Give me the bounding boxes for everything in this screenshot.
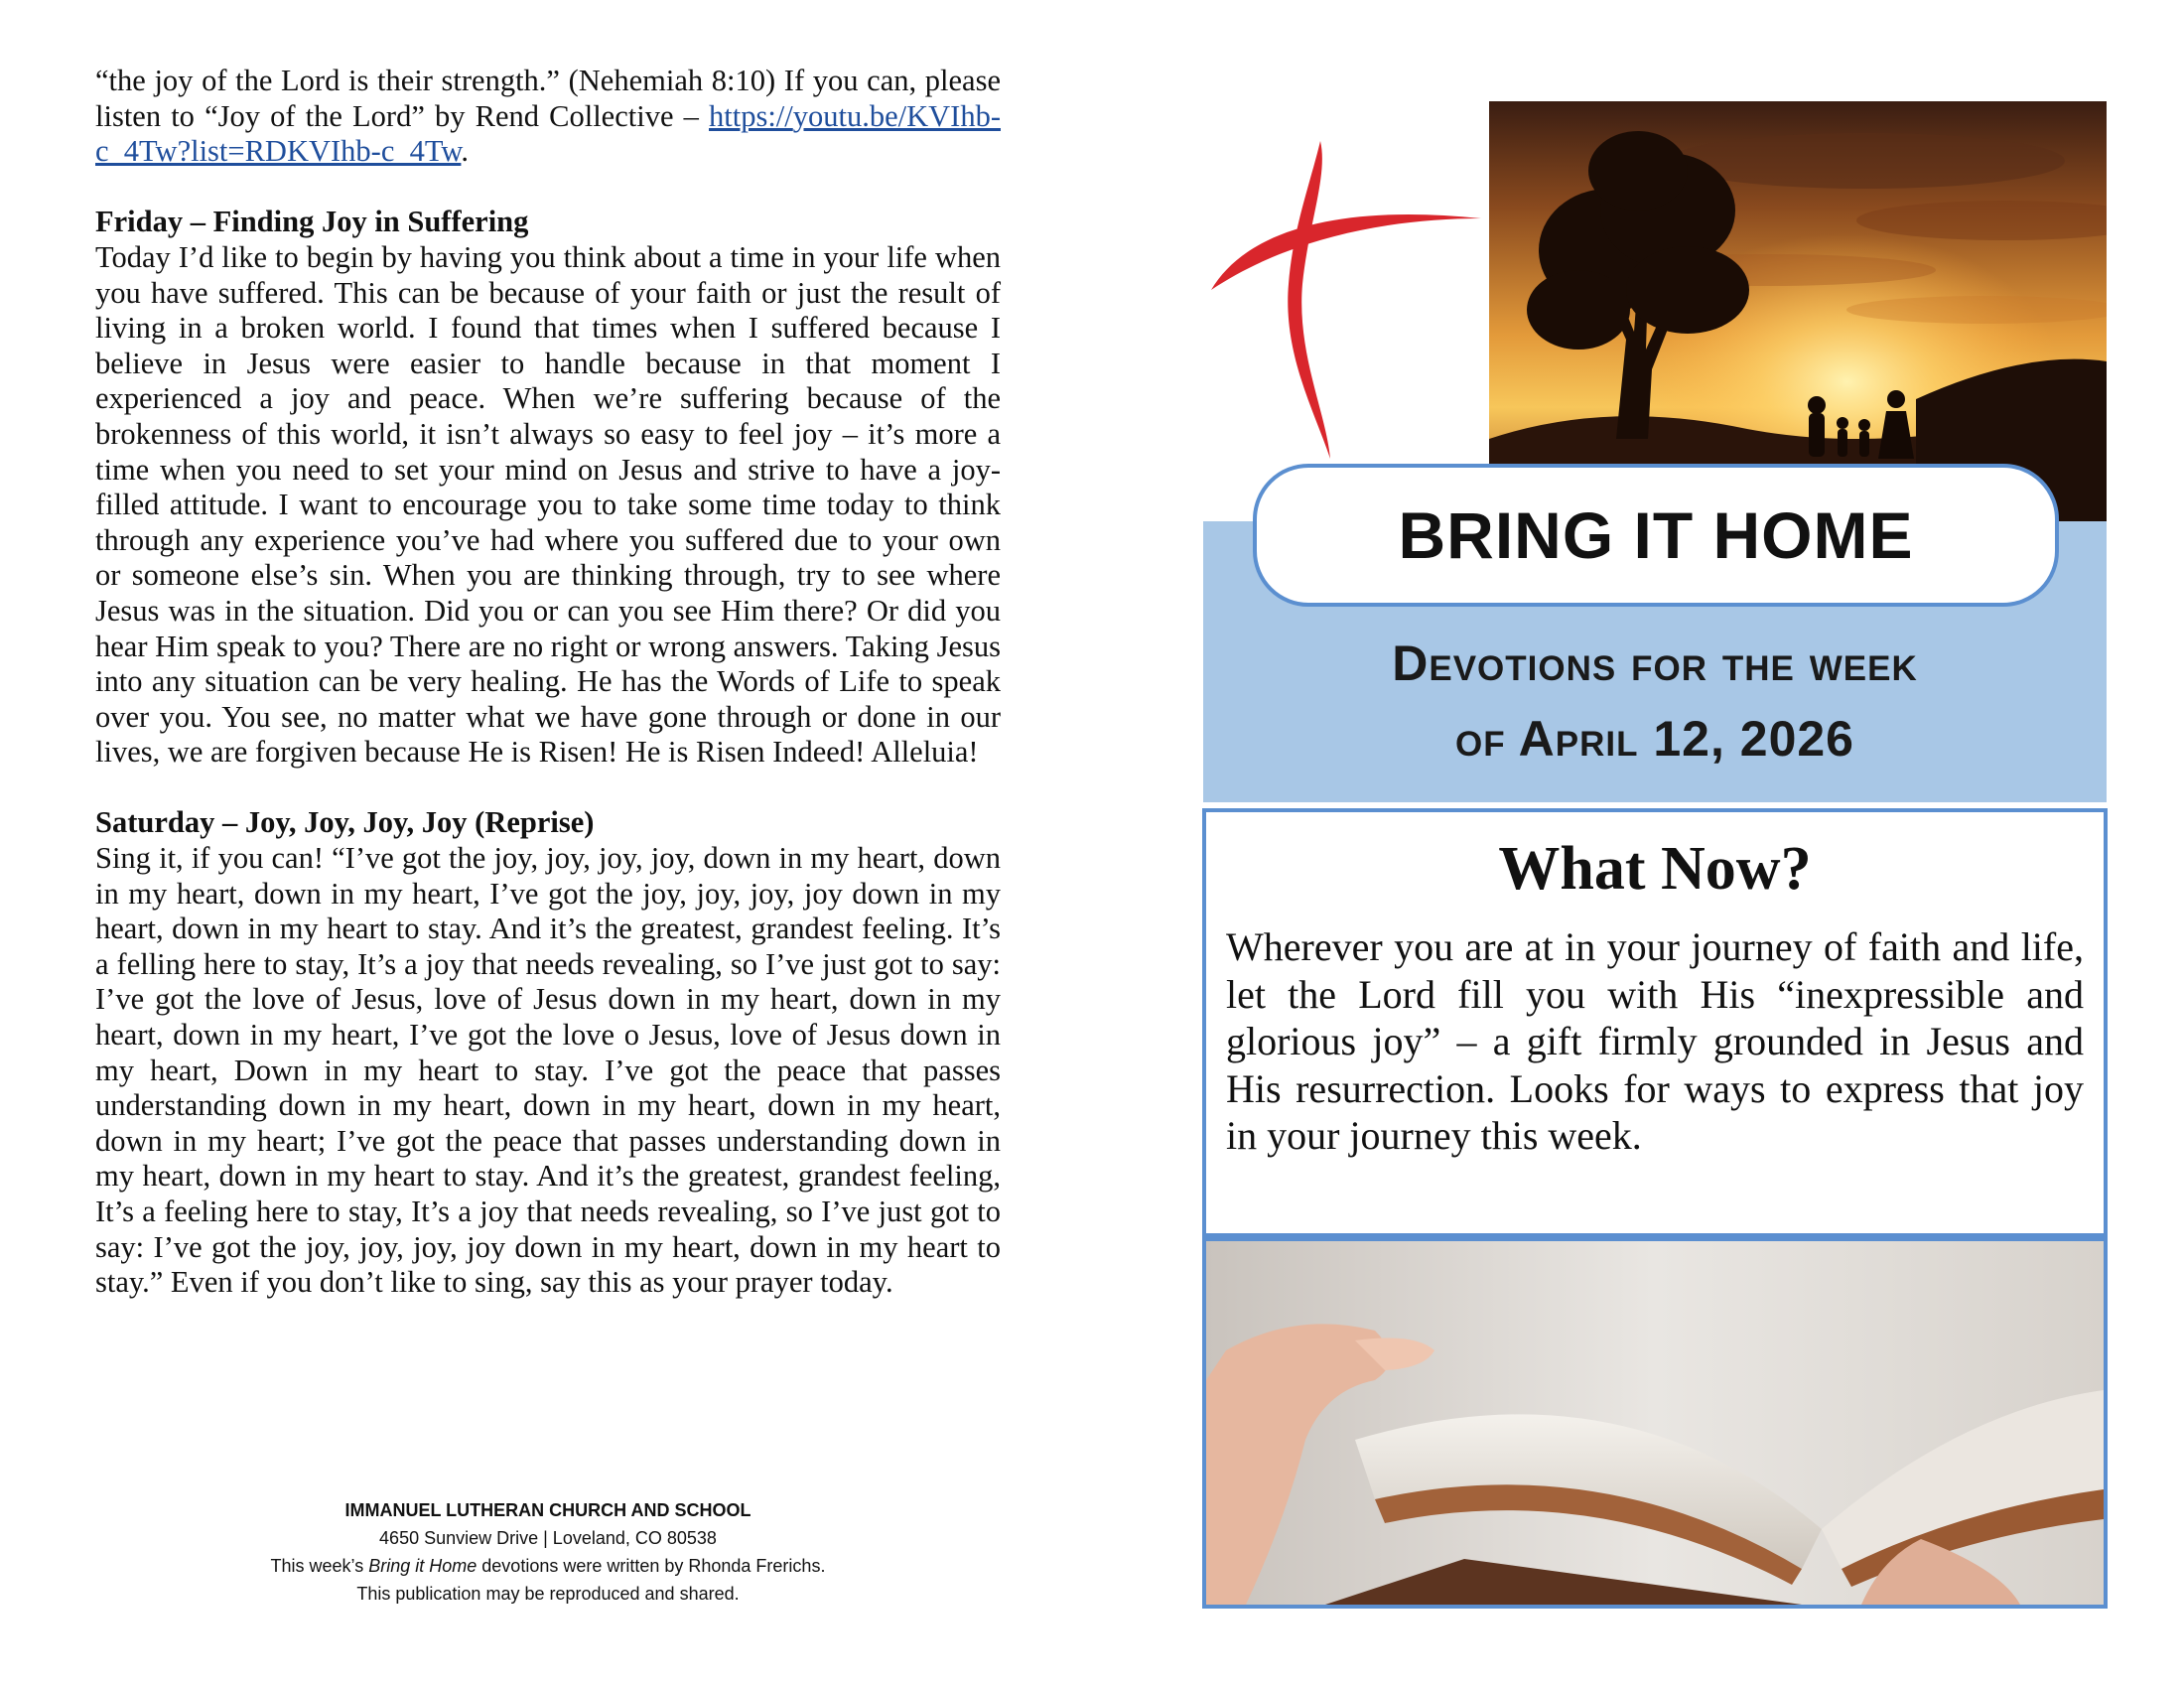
saturday-paragraph: Sing it, if you can! “I’ve got the joy, joy, joy, joy, down in my heart, down in my heart, down in my heart, I’ve got the joy, joy, joy, joy down in my heart, down in my heart to stay. And it’s the greatest, grandest feeling. It’s a felling here to stay, It’s a joy that needs revealing, so I’ve just got to say: I’ve got the love of Jesus, love of Jesus down in my heart, down in my heart, down in my heart, I’ve got the love o Jesus, love of Jesus down in my heart, Down in my heart to stay. I’ve got the peace that passes understanding down in my heart, down in my heart, down in my heart, down in my heart; I’ve got the peace that passes understanding down in my heart, down in my heart to stay. And it’s the greatest, grandest feeling, It’s a feeling here to stay, It’s a joy that needs revealing, so I’ve just got to say: I’ve got the joy, joy, joy, joy down in my heart, down in my heart to stay.” Even if you don’t like to sing, say this as your prayer today.	[95, 841, 1001, 1300]
subtitle-line-2: of April 12, 2026	[1455, 711, 1854, 767]
subtitle-line-1: Devotions for the week	[1392, 635, 1918, 691]
friday-heading: Friday – Finding Joy in Suffering	[95, 205, 529, 239]
publication-title: BRING IT HOME	[1398, 498, 1914, 572]
intro-paragraph	[95, 64, 1001, 170]
what-now-body: Wherever you are at in your journey of faith and life, let the Lord fill you with His “inexpressible and glorious joy” – a gift firmly grounded in Jesus and His resurrection. Looks for ways to express that joy in your journey this week.	[1226, 924, 2084, 1158]
church-address: 4650 Sunview Drive | Loveland, CO 80538	[379, 1528, 717, 1548]
church-footer	[95, 1496, 1001, 1608]
intro-line-2: please listen to “Joy of the Lord” by Rend Collective –	[95, 64, 1001, 133]
church-name: IMMANUEL LUTHERAN CHURCH AND SCHOOL	[344, 1500, 751, 1520]
saturday-heading: Saturday – Joy, Joy, Joy, Joy (Reprise)	[95, 805, 595, 840]
what-now-heading: What Now?	[1498, 835, 1812, 903]
open-bible-photo	[1202, 1237, 2108, 1609]
youtube-link[interactable]: https://youtu.be/KVIhb-c_4Tw?list=RDKVIhb-c_4Tw	[95, 98, 1001, 169]
author-credit: This week’s Bring it Home devotions were written by Rhonda Frerichs.	[270, 1556, 826, 1576]
friday-paragraph: Today I’d like to begin by having you think about a time in your life when you have suffered. This can be because of your faith or just the result of living in a broken world. I found that times when I suffered because I believe in Jesus were easier to handle because in that moment I experienced a joy and peace. When we’re suffering because of the brokenness of this world, it isn’t always so easy to feel joy – it’s more a time when you need to set your mind on Jesus and strive to have a joy-filled attitude. I want to encourage you to take some time today to think through any experience you’ve had where you suffered due to your own or someone else’s sin. When you are thinking through, try to see where Jesus was in the situation. Did you or can you see Him there? Or did you hear Him speak to you? There are no right or wrong answers. Taking Jesus into any situation can be very healing. He has the Words of Life to speak over you. You see, no matter what we have gone through or done in our lives, we are forgiven because He is Risen! He is Risen Indeed! Alleluia!	[95, 239, 1001, 770]
what-now-box	[1202, 808, 2108, 1237]
title-banner	[1253, 464, 2059, 607]
intro-line-1: “the joy of the Lord is their strength.” (Nehemiah 8:10) If you can,	[95, 64, 917, 97]
reproduction-notice: This publication may be reproduced and shared.	[356, 1584, 740, 1604]
link-period: .	[461, 134, 470, 169]
left-page-text	[95, 64, 1001, 1301]
red-cross-icon	[1209, 135, 1487, 463]
publication-subtitle	[1203, 626, 2107, 776]
sunset-family-photo	[1489, 101, 2107, 526]
